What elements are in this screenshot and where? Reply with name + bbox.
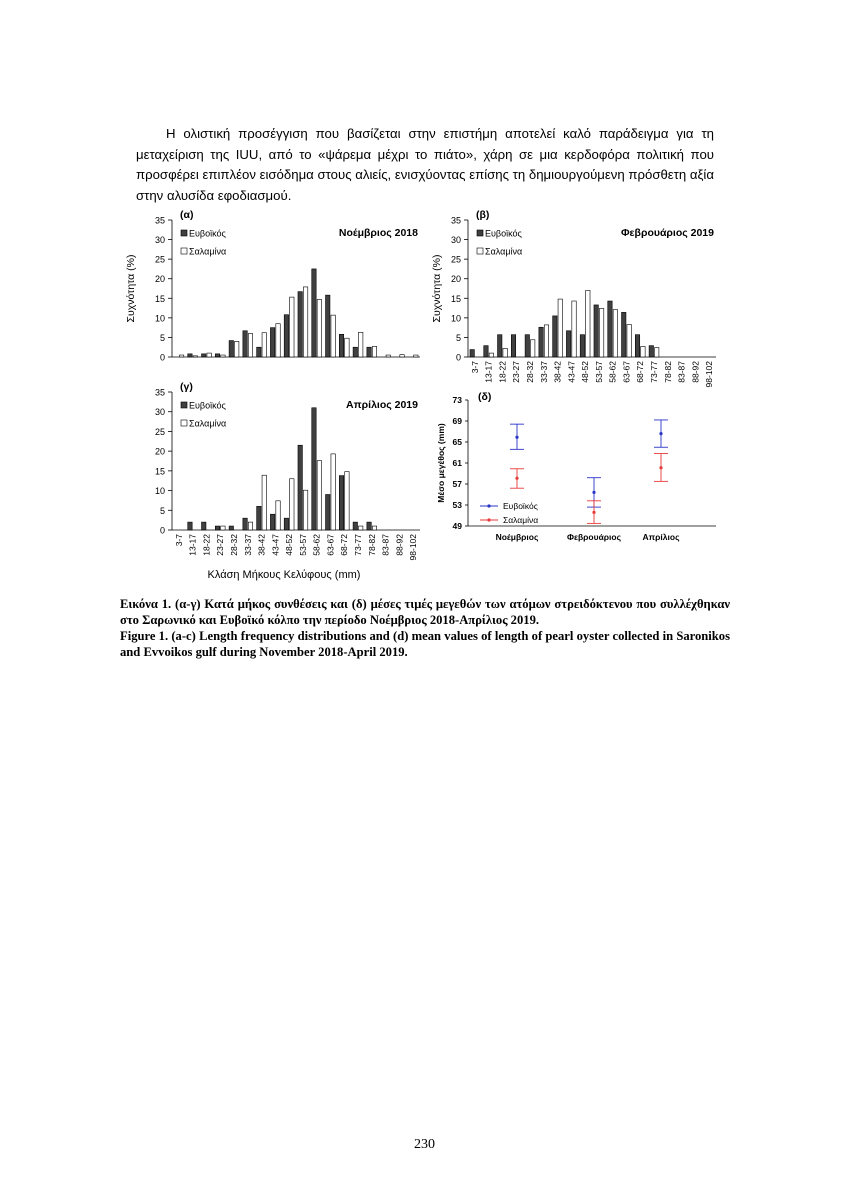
bar-salamina xyxy=(414,355,418,357)
mean-point-evvoikos xyxy=(659,432,662,435)
x-tick-label: 3-7 xyxy=(469,361,480,374)
bar-evvoikos xyxy=(511,335,515,357)
bar-salamina xyxy=(235,341,239,357)
bar-evvoikos xyxy=(326,295,330,357)
mean-point-evvoikos xyxy=(515,436,518,439)
panel-label: (δ) xyxy=(478,391,492,403)
bar-evvoikos xyxy=(229,341,233,357)
x-tick-label: 68-72 xyxy=(339,534,350,556)
bar-evvoikos xyxy=(270,328,274,357)
bar-evvoikos xyxy=(284,518,288,530)
bar-salamina xyxy=(359,332,363,357)
page-number: 230 xyxy=(414,1137,435,1152)
x-tick-label: 88-92 xyxy=(690,361,701,383)
bar-salamina xyxy=(248,522,252,530)
y-axis-label: Συχνότητα (%) xyxy=(431,254,443,323)
body-paragraph: Η ολιστική προσέγγιση που βασίζεται στην επιστήμη αποτελεί καλό παράδειγμα για τη μεταχείριση της IUU, από το «ψάρεμα μέχρι το πιάτο», χάρη σε μια κερδοφόρα πολιτική που προσφέρει επιπλέον εισόδημα στους αλιείς, ενισχύοντας επίσης τη δημιουργούμενη πρόσθετη αξία στην αλυσίδα εφοδιασμού. xyxy=(136,126,714,203)
y-tick-label: 15 xyxy=(154,466,165,477)
legend-label: Ευβοϊκός xyxy=(503,501,538,511)
x-tick-label: Νοέμβριος xyxy=(495,532,539,542)
bar-salamina xyxy=(179,355,183,357)
bar-evvoikos xyxy=(270,514,274,530)
bar-salamina xyxy=(586,290,590,357)
x-tick-label: 33-37 xyxy=(242,534,253,556)
x-tick-label: 43-47 xyxy=(566,361,577,383)
bar-salamina xyxy=(317,299,321,357)
legend-swatch-salamina xyxy=(477,248,483,254)
chart-panel-b xyxy=(431,209,716,387)
bar-evvoikos xyxy=(312,408,316,530)
legend-label-salamina: Σαλαμίνα xyxy=(485,246,523,257)
x-tick-label: 58-62 xyxy=(607,361,618,383)
bar-salamina xyxy=(262,475,266,530)
bar-salamina xyxy=(303,490,307,530)
bar-salamina xyxy=(345,472,349,530)
bar-salamina xyxy=(359,526,363,530)
bar-evvoikos xyxy=(484,346,488,357)
x-tick-label: 28-32 xyxy=(229,534,239,556)
x-tick-label: 33-37 xyxy=(538,361,549,383)
x-tick-label: 78-82 xyxy=(366,534,377,556)
bar-salamina xyxy=(276,324,280,357)
bar-salamina xyxy=(641,346,645,357)
x-tick-label: 43-47 xyxy=(270,534,281,556)
chart-panel-a xyxy=(125,209,420,363)
bar-salamina xyxy=(303,287,307,357)
bar-evvoikos xyxy=(622,312,626,357)
bar-evvoikos xyxy=(298,445,302,530)
y-tick-label: 15 xyxy=(154,293,165,304)
y-tick-label: 0 xyxy=(455,352,461,363)
y-tick-label: 35 xyxy=(154,387,165,398)
x-tick-label: 63-67 xyxy=(325,534,336,556)
y-tick-label: 35 xyxy=(450,215,461,226)
y-axis-label: Μέσο μεγέθος (mm) xyxy=(436,423,446,503)
bar-evvoikos xyxy=(367,522,371,530)
y-tick-label: 5 xyxy=(159,332,165,343)
bar-salamina xyxy=(290,479,294,530)
legend-label-salamina: Σαλαμίνα xyxy=(189,418,227,429)
legend-swatch-salamina xyxy=(181,420,187,426)
x-tick-label: 23-27 xyxy=(215,534,226,556)
y-tick-label: 5 xyxy=(455,332,461,343)
x-tick-label: 18-22 xyxy=(497,361,508,383)
bar-salamina xyxy=(317,461,321,530)
y-tick-label: 20 xyxy=(154,274,165,285)
y-tick-label: 25 xyxy=(154,254,165,265)
y-tick-label: 69 xyxy=(452,416,462,426)
legend-swatch-evvoikos xyxy=(477,230,483,236)
bar-evvoikos xyxy=(539,327,543,357)
x-tick-label: Απρίλιος xyxy=(642,532,680,542)
bar-evvoikos xyxy=(326,495,330,530)
y-tick-label: 25 xyxy=(450,254,461,265)
y-tick-label: 30 xyxy=(154,235,165,246)
bar-salamina xyxy=(221,355,225,357)
bar-evvoikos xyxy=(498,335,502,357)
bar-salamina xyxy=(599,308,603,357)
legend-swatch-salamina xyxy=(181,248,187,254)
x-tick-label: 28-32 xyxy=(525,361,535,383)
x-tick-label: 18-22 xyxy=(201,534,212,556)
x-tick-label: 98-102 xyxy=(408,534,419,561)
y-tick-label: 30 xyxy=(154,407,165,418)
x-tick-label: 58-62 xyxy=(311,534,322,556)
bar-evvoikos xyxy=(470,350,474,357)
legend-label: Σαλαμίνα xyxy=(503,515,539,525)
x-tick-label: 3-7 xyxy=(173,534,184,547)
y-tick-label: 73 xyxy=(452,395,462,405)
figure-caption xyxy=(120,596,730,660)
bar-salamina xyxy=(372,346,376,357)
bar-salamina xyxy=(531,340,535,357)
bar-salamina xyxy=(276,501,280,530)
x-tick-label: 38-42 xyxy=(256,534,267,556)
bar-evvoikos xyxy=(215,526,219,530)
bar-salamina xyxy=(489,353,493,357)
x-tick-label: 88-92 xyxy=(394,534,405,556)
mean-point-evvoikos xyxy=(592,491,595,494)
bar-evvoikos xyxy=(243,518,247,530)
bar-salamina xyxy=(262,333,266,357)
bar-salamina xyxy=(558,299,562,357)
panel-label: (β) xyxy=(476,209,490,221)
bar-evvoikos xyxy=(202,522,206,530)
bar-evvoikos xyxy=(284,315,288,357)
bar-evvoikos xyxy=(353,347,357,357)
bar-evvoikos xyxy=(215,354,219,357)
y-tick-label: 35 xyxy=(154,215,165,226)
x-tick-label: 73-77 xyxy=(649,361,659,383)
legend-label-evvoikos: Ευβοϊκός xyxy=(485,228,522,239)
chart-panel-c xyxy=(155,381,420,560)
x-tick-label: 83-87 xyxy=(380,534,391,556)
y-tick-label: 61 xyxy=(452,458,462,468)
bar-evvoikos xyxy=(339,476,343,530)
y-tick-label: 10 xyxy=(154,313,165,324)
bar-evvoikos xyxy=(553,316,557,357)
y-tick-label: 0 xyxy=(159,525,165,536)
y-axis-label: Συχνότητα (%) xyxy=(125,254,137,323)
x-tick-label: 83-87 xyxy=(676,361,687,383)
x-tick-label: 68-72 xyxy=(635,361,646,383)
mean-point-salamina xyxy=(515,477,518,480)
bar-salamina xyxy=(627,325,631,357)
y-tick-label: 20 xyxy=(154,446,165,457)
panel-label: (α) xyxy=(180,209,194,221)
bar-evvoikos xyxy=(339,334,343,357)
bar-salamina xyxy=(572,301,576,357)
x-tick-label: 78-82 xyxy=(662,361,673,383)
bar-salamina xyxy=(193,356,197,357)
bar-salamina xyxy=(400,355,404,357)
x-tick-label: 13-17 xyxy=(187,534,198,556)
x-tick-label: Φεβρουάριος xyxy=(566,532,622,542)
bar-evvoikos xyxy=(525,335,529,357)
bar-evvoikos xyxy=(580,335,584,357)
chart-title: Φεβρουάριος 2019 xyxy=(620,227,714,239)
mean-point-salamina xyxy=(592,511,595,514)
bar-salamina xyxy=(544,325,548,357)
bar-evvoikos xyxy=(312,269,316,357)
legend-marker xyxy=(487,518,490,521)
mean-point-salamina xyxy=(659,466,662,469)
bar-evvoikos xyxy=(257,347,261,357)
legend-label-evvoikos: Ευβοϊκός xyxy=(189,400,226,411)
bar-evvoikos xyxy=(635,335,639,357)
legend-label-evvoikos: Ευβοϊκός xyxy=(189,228,226,239)
x-tick-label: 23-27 xyxy=(511,361,522,383)
bar-salamina xyxy=(613,310,617,357)
bar-evvoikos xyxy=(243,331,247,357)
y-tick-label: 30 xyxy=(450,235,461,246)
x-tick-label: 53-57 xyxy=(297,534,308,556)
y-tick-label: 65 xyxy=(452,437,462,447)
bar-salamina xyxy=(290,297,294,357)
bar-evvoikos xyxy=(298,292,302,357)
bar-evvoikos xyxy=(649,346,653,357)
bar-salamina xyxy=(386,355,390,357)
bar-evvoikos xyxy=(594,305,598,357)
bar-salamina xyxy=(331,454,335,530)
x-tick-label: 48-52 xyxy=(580,361,591,383)
chart-title: Νοέμβριος 2018 xyxy=(338,227,418,239)
y-tick-label: 53 xyxy=(452,500,462,510)
bar-evvoikos xyxy=(608,301,612,357)
bar-salamina xyxy=(331,315,335,357)
caption-greek: Εικόνα 1. (α-γ) Κατά μήκος συνθέσεις και (δ) μέσες τιμές μεγεθών των ατόμων στρειδόκτενου που συλλέχθηκαν στο Σαρωνικό και Ευβοϊκό κόλπο την περίοδο Νοέμβριος 2018-Απρίλιος 2019. xyxy=(120,597,730,627)
y-tick-label: 57 xyxy=(452,479,462,489)
bar-salamina xyxy=(503,348,507,357)
bar-evvoikos xyxy=(229,526,233,530)
legend-swatch-evvoikos xyxy=(181,230,187,236)
bar-salamina xyxy=(207,353,211,357)
x-tick-label: 63-67 xyxy=(621,361,632,383)
bar-evvoikos xyxy=(202,354,206,357)
bar-salamina xyxy=(345,338,349,357)
bar-evvoikos xyxy=(353,522,357,530)
y-tick-label: 0 xyxy=(159,352,165,363)
bar-evvoikos xyxy=(188,354,192,357)
legend-label-salamina: Σαλαμίνα xyxy=(189,246,227,257)
bar-salamina xyxy=(655,348,659,357)
bar-salamina xyxy=(221,526,225,530)
y-tick-label: 49 xyxy=(452,521,462,531)
y-tick-label: 15 xyxy=(450,293,461,304)
y-tick-label: 20 xyxy=(450,274,461,285)
x-tick-label: 98-102 xyxy=(704,361,715,388)
y-tick-label: 10 xyxy=(450,313,461,324)
x-tick-label: 38-42 xyxy=(552,361,563,383)
bar-evvoikos xyxy=(257,506,261,530)
bar-evvoikos xyxy=(188,522,192,530)
x-tick-label: 13-17 xyxy=(483,360,494,383)
panel-label: (γ) xyxy=(180,381,193,393)
x-tick-label: 53-57 xyxy=(593,361,604,383)
x-tick-label: 73-77 xyxy=(353,534,363,556)
y-tick-label: 10 xyxy=(154,486,165,497)
bar-evvoikos xyxy=(566,331,570,357)
bar-salamina xyxy=(372,526,376,530)
legend-swatch-evvoikos xyxy=(181,402,187,408)
y-tick-label: 5 xyxy=(159,505,165,516)
chart-title: Απρίλιος 2019 xyxy=(346,399,418,411)
x-axis-label: Κλάση Μήκους Κελύφους (mm) xyxy=(207,569,361,581)
caption-english: Figure 1. (a-c) Length frequency distributions and (d) mean values of length of pearl oyster collected in Saronikos and Evvoikos gulf during November 2018-April 2019. xyxy=(120,629,730,659)
bar-evvoikos xyxy=(367,347,371,357)
chart-panel-d xyxy=(436,391,716,542)
bar-salamina xyxy=(248,334,252,357)
legend-marker xyxy=(487,504,490,507)
y-tick-label: 25 xyxy=(154,426,165,437)
x-tick-label: 48-52 xyxy=(284,534,295,556)
